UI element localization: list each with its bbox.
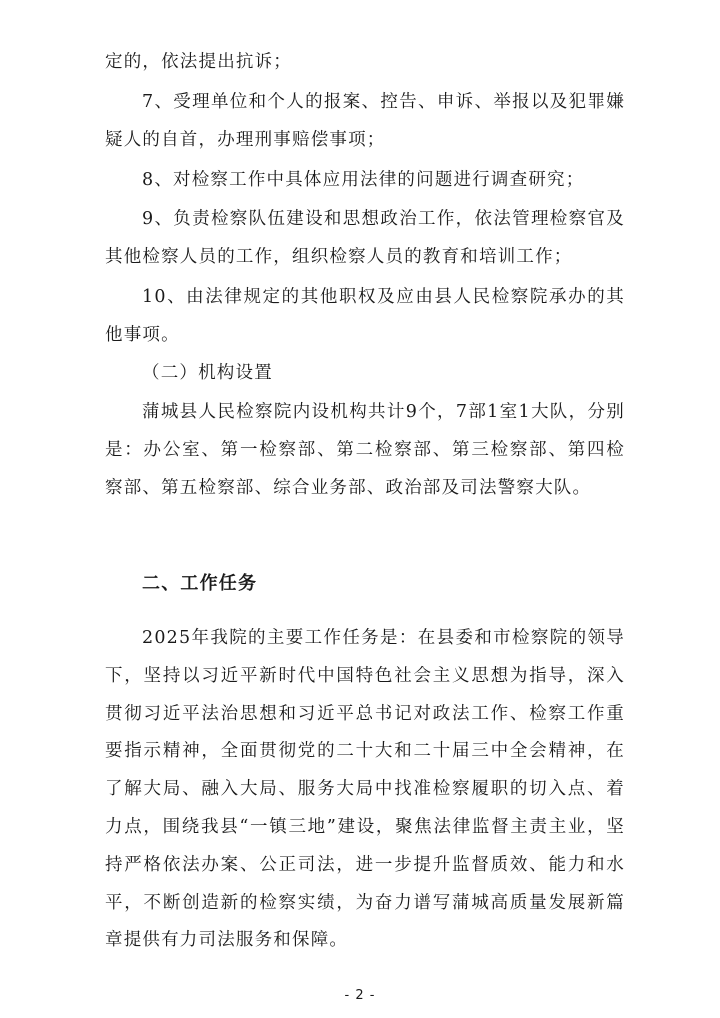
paragraph-continuation: 定的，依法提出抗诉； <box>105 52 292 72</box>
paragraph-item-8: 8、对检察工作中具体应用法律的问题进行调查研究； <box>142 170 585 190</box>
paragraph-tasks: 2025年我院的主要工作任务是：在县委和市检察院的领导下，坚持以习近平新时代中国特色社会主义思想为指导，深入贯彻习近平法治思想和习近平总书记对政法工作、检察工作重要指示精神，全面贯彻党的二十大和二十届三中全会精神，在了解大局、融入大局、服务大局中找准检察履职的切入点、着力点，围绕我县“一镇三地”建设，聚焦法律监督主责主业，坚持严格依法办案、公正司法，进一步提升监督质效、能力和水平，不断创造新的检察实绩，为奋力谱写蒲城高质量发展新篇章提供有力司法服务和保障。 <box>105 628 625 951</box>
paragraph-item-9: 9、负责检察队伍建设和思想政治工作，依法管理检察官及其他检察人员的工作，组织检察人员的教育和培训工作； <box>105 209 625 267</box>
paragraph-item-10: 10、由法律规定的其他职权及应由县人民检察院承办的其他事项。 <box>105 287 625 345</box>
section-subheading: （二）机构设置 <box>142 363 273 383</box>
section-heading: 二、工作任务 <box>142 573 258 594</box>
page-number: - 2 - <box>344 988 376 1003</box>
paragraph-organization: 蒲城县人民检察院内设机构共计9个，7部1室1大队，分别是：办公室、第一检察部、第二检察部、第三检察部、第四检察部、第五检察部、综合业务部、政治部及司法警察大队。 <box>105 402 625 498</box>
paragraph-item-7: 7、受理单位和个人的报案、控告、申诉、举报以及犯罪嫌疑人的自首，办理刑事赔偿事项； <box>105 92 625 150</box>
